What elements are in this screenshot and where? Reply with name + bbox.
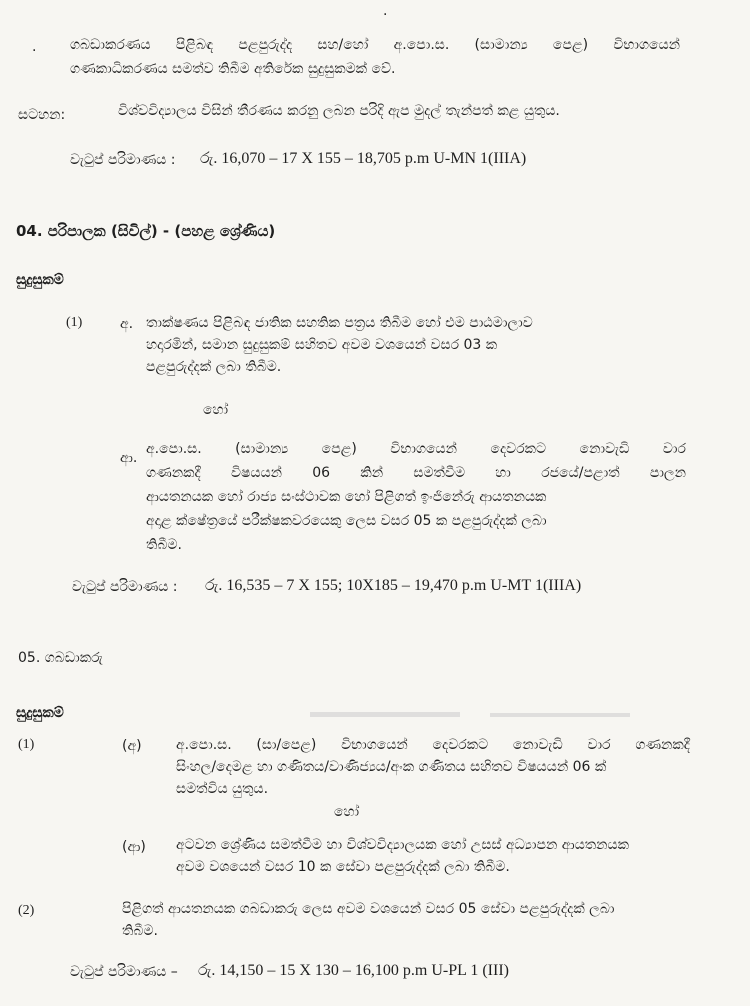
salary-scale-label: වැටුප් පරිමාණය : bbox=[72, 579, 178, 595]
body-text: අදාළ ක්ෂේත්‍රයේ පරීක්ෂකවරයෙකු ලෙස වසර 05 ක පළපුරුද්දක් ලබා bbox=[146, 513, 547, 529]
body-text: අවම වශයෙන් වසර 10 ක සේවා පළපුරුද්දක් ලබා තිබීම. bbox=[176, 859, 510, 875]
list-marker: . bbox=[32, 39, 37, 55]
section-heading: 04. පරිපාලක (සිවිල්) - (පහළ ශ්‍රේණිය) bbox=[16, 222, 276, 240]
body-text: සිංහල/දෙමළ හා ගණිතය/වාණිජ්‍යය/අංක ගණිතය සහිතව විෂයයන් 06 ක් bbox=[176, 759, 607, 775]
body-text: හදාරමින්, සමාන සුදුසුකම් සහිතව අවම වශයෙන් වසර 03 ක bbox=[146, 337, 498, 353]
salary-scale-value: රු. 14,150 – 15 X 130 – 16,100 p.m U-PL 1 (III) bbox=[198, 962, 509, 979]
body-text: සමත්විය යුතුය. bbox=[176, 781, 269, 797]
body-text: පළපුරුද්දක් ලබා තිබීම. bbox=[146, 359, 282, 375]
sub-item-marker: (ආ) bbox=[122, 839, 146, 855]
sub-item-marker: අ. bbox=[120, 316, 134, 332]
body-text: තාක්ෂණය පිළිබඳ ජාතික සහතික පත්‍රය තිබීම හෝ එම පාඨමාලාව bbox=[146, 315, 533, 331]
body-text: තිබීම. bbox=[146, 537, 182, 553]
item-number: (2) bbox=[18, 903, 35, 918]
sub-item-marker: ආ. bbox=[120, 450, 138, 466]
top-mark: · bbox=[383, 7, 388, 23]
scan-smudge bbox=[310, 712, 460, 717]
qualifications-heading: සුදුසුකම් bbox=[16, 705, 64, 721]
scan-smudge bbox=[490, 713, 630, 717]
salary-scale-label: වැටුප් පරිමාණය – bbox=[70, 964, 178, 980]
or-text: හෝ bbox=[203, 402, 229, 418]
body-text: පිළිගත් ආයතනයක ගබඩාකරු ලෙස අවම වශයෙන් වසර 05 සේවා පළපුරුද්දක් ලබා bbox=[122, 901, 615, 917]
salary-scale-value: රු. 16,070 – 17 X 155 – 18,705 p.m U-MN 1(IIIA) bbox=[200, 150, 527, 167]
salary-scale-value: රු. 16,535 – 7 X 155; 10X185 – 19,470 p.m U-MT 1(IIIA) bbox=[205, 577, 582, 594]
or-text: හෝ bbox=[334, 804, 360, 820]
body-text: ගබඩාකරණය පිළිබඳ පළපුරුද්ද සහ/හෝ අ.පො.ස. (සාමාන්‍ය පෙළ) විභාගයෙන් bbox=[70, 37, 680, 53]
sub-item-marker: (අ) bbox=[122, 738, 142, 754]
note-text: විශ්වවිද්‍යාලය විසින් තීරණය කරනු ලබන පරිදි ඇප මුදල් තැන්පත් කළ යුතුය. bbox=[118, 103, 560, 119]
item-number: (1) bbox=[18, 737, 35, 752]
body-text: ගණනකදී විෂයයන් 06 කින් සමත්වීම හා රජයේ/පළාත් පාලන bbox=[146, 465, 686, 481]
body-text: ගණකාධිකරණය සමත්ව තිබීම අතිරේක සුදුසුකමක් වේ. bbox=[70, 61, 396, 77]
item-number: (1) bbox=[66, 315, 83, 330]
body-text: අටවන ශ්‍රේණිය සමත්වීම හා විශ්වවිද්‍යාලයක හෝ උසස් අධ්‍යාපන ආයතනයක bbox=[176, 837, 629, 853]
body-text: අ.පො.ස. (සා/පෙළ) විභාගයෙන් දෙවරකට නොවැඩි වාර ගණනකදී bbox=[176, 737, 690, 753]
salary-scale-label: වැටුප් පරිමාණය : bbox=[70, 152, 176, 168]
section-heading: 05. ගබඩාකරු bbox=[18, 650, 103, 666]
qualifications-heading: සුදුසුකම් bbox=[16, 272, 64, 288]
body-text: ආයතනයක හෝ රාජ්‍ය සංස්ථාවක හෝ පිළිගත් ඉංජිනේරු ආයතනයක bbox=[146, 489, 547, 505]
body-text: තිබීම. bbox=[122, 923, 158, 939]
note-label: සටහන: bbox=[18, 107, 66, 123]
body-text: අ.පො.ස. (සාමාන්‍ය පෙළ) විභාගයෙන් දෙවරකට නොවැඩි වාර bbox=[146, 441, 686, 457]
